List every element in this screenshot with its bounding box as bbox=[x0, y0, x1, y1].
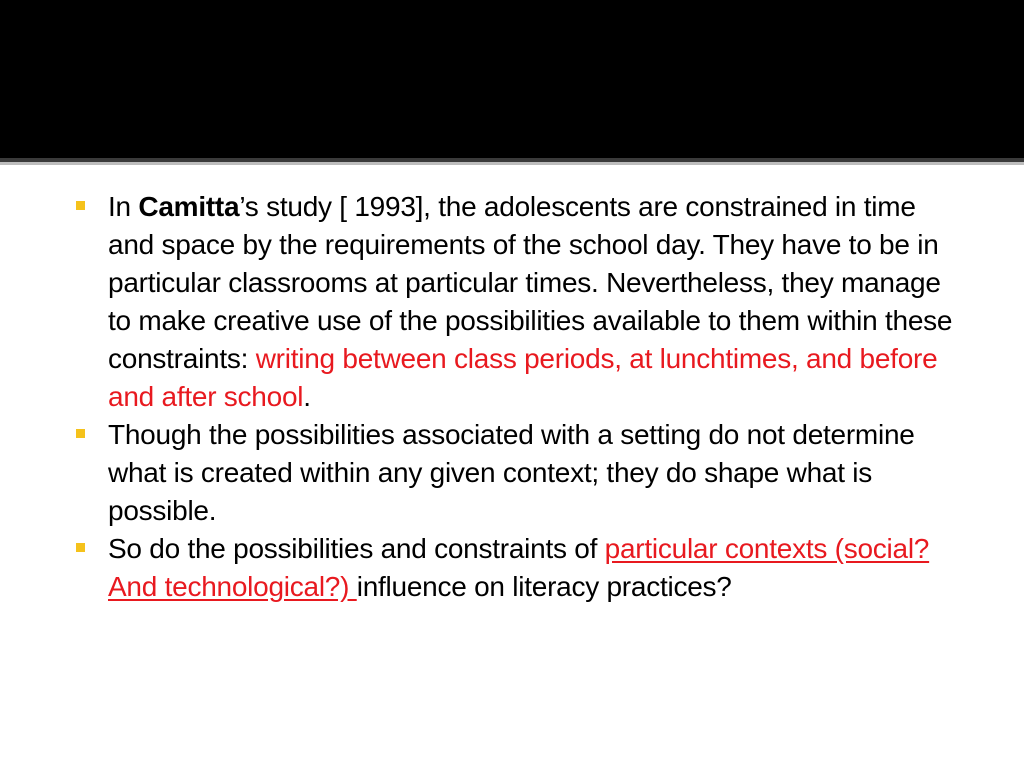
text-segment: influence on literacy practices? bbox=[356, 571, 732, 602]
bullet-item-possibilities bbox=[76, 416, 956, 530]
highlighted-text: writing between class periods, at lunchtimes, and before and after school bbox=[108, 343, 938, 412]
text-segment: In bbox=[108, 191, 139, 222]
text-segment: ’s study [ 1993], the adolescents are constrained in time and space by the requirements of the school day. They have to be in particular classrooms at particular times. Nevertheless, they manage to make creative use of the possibilities available to them within these constraints: bbox=[108, 191, 953, 374]
bullet-square-icon bbox=[76, 429, 85, 438]
text-segment: . bbox=[303, 381, 311, 412]
text-segment: So do the possibilities and constraints of bbox=[108, 533, 605, 564]
bullet-text bbox=[108, 191, 952, 412]
bullet-list bbox=[76, 188, 956, 606]
slide-body bbox=[0, 165, 1024, 768]
bullet-item-question bbox=[76, 530, 956, 606]
bullet-item-camitta-study bbox=[76, 188, 956, 416]
bullet-square-icon bbox=[76, 201, 85, 210]
contexts-link[interactable]: particular contexts (social? And technological?) bbox=[108, 533, 930, 602]
bullet-text bbox=[108, 533, 929, 602]
bullet-square-icon bbox=[76, 543, 85, 552]
bullet-text: Though the possibilities associated with a setting do not determine what is created within any given context; they do shape what is possible. bbox=[108, 419, 915, 526]
title-band bbox=[0, 0, 1024, 158]
author-name: Camitta bbox=[138, 191, 240, 222]
